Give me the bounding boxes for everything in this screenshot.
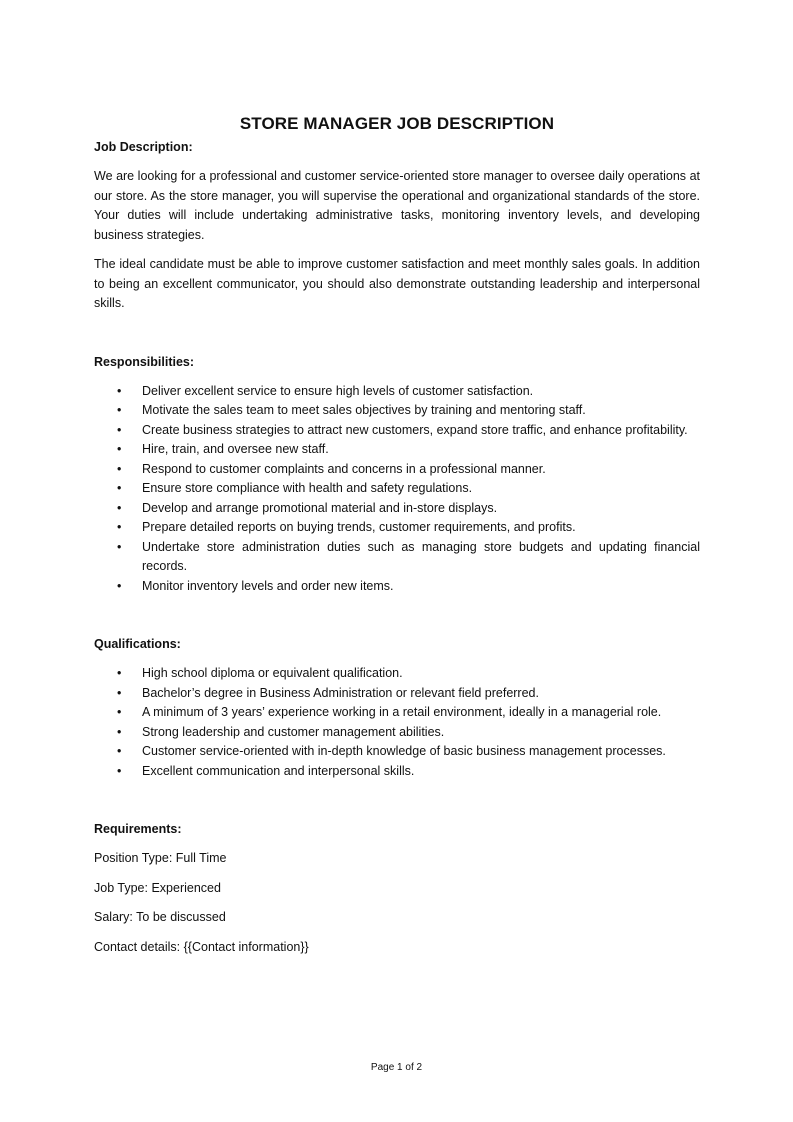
page-number-footer: Page 1 of 2	[370, 1062, 423, 1073]
bullet: •	[117, 666, 122, 680]
list-item-text: Hire, train, and oversee new staff.	[142, 442, 329, 456]
list-item	[94, 421, 700, 441]
qualifications-list	[94, 664, 700, 781]
document-title: STORE MANAGER JOB DESCRIPTION	[239, 114, 555, 133]
job-description-paragraph-2: The ideal candidate must be able to improve customer satisfaction and meet monthly sales goals. In addition to being an excellent communicator, you should also demonstrate outstanding leadership and interpersonal skills.	[94, 257, 700, 310]
list-item	[94, 664, 700, 684]
list-item-text: Respond to customer complaints and concerns in a professional manner.	[142, 461, 546, 476]
list-item-text: Ensure store compliance with health and safety regulations.	[142, 481, 473, 495]
list-item-text: High school diploma or equivalent qualification.	[142, 666, 403, 680]
list-item	[94, 538, 700, 577]
list-item-text: Monitor inventory levels and order new items.	[142, 578, 394, 593]
list-item-text: Deliver excellent service to ensure high levels of customer satisfaction.	[142, 383, 534, 398]
list-item-text: Develop and arrange promotional material and in-store displays.	[142, 500, 498, 515]
job-description-paragraph-1: We are looking for a professional and customer service-oriented store manager to oversee daily operations at our store. As the store manager, you will supervise the operational and organizational standards of the store. Your duties will include undertaking administrative tasks, monitoring inventory levels, and developing business strategies.	[94, 169, 700, 242]
bullet: •	[117, 520, 122, 534]
list-item	[94, 684, 700, 704]
list-item-text: Excellent communication and interpersonal skills.	[142, 763, 415, 778]
bullet: •	[117, 481, 122, 495]
list-item-text: Create business strategies to attract new customers, expand store traffic, and enhance profitability.	[142, 422, 688, 437]
bullet: •	[117, 685, 122, 700]
bullet: •	[117, 744, 122, 758]
job-description-heading: Job Description:	[94, 140, 193, 154]
bullet: •	[117, 705, 122, 719]
responsibilities-list	[94, 382, 700, 597]
list-item-text: Strong leadership and customer management abilities.	[142, 724, 445, 739]
list-item-text: A minimum of 3 years’ experience working in a retail environment, ideally in a managerial role.	[142, 705, 662, 719]
list-item-text: Customer service-oriented with in-depth knowledge of basic business management processes.	[142, 744, 666, 758]
list-item	[94, 723, 700, 743]
bullet: •	[117, 461, 122, 476]
job-type: Job Type: Experienced	[94, 880, 221, 895]
list-item-text: Motivate the sales team to meet sales objectives by training and mentoring staff.	[142, 403, 586, 417]
list-item	[94, 762, 700, 782]
bullet: •	[117, 442, 122, 456]
bullet: •	[117, 500, 122, 515]
list-item	[94, 518, 700, 538]
list-item-text: Undertake store administration duties such as managing store budgets and updating financial records.	[142, 539, 700, 573]
list-item	[94, 382, 700, 402]
qualifications-heading: Qualifications:	[94, 637, 181, 651]
bullet: •	[117, 763, 122, 778]
list-item	[94, 703, 700, 723]
position-type: Position Type: Full Time	[94, 851, 227, 865]
responsibilities-heading: Responsibilities:	[94, 354, 195, 369]
list-item-text: Prepare detailed reports on buying trends, customer requirements, and profits.	[142, 520, 576, 534]
bullet: •	[117, 724, 122, 739]
list-item-text: Bachelor’s degree in Business Administration or relevant field preferred.	[142, 685, 539, 700]
contact-details: Contact details: {{Contact information}}	[94, 939, 309, 954]
bullet: •	[117, 539, 122, 554]
list-item	[94, 577, 700, 597]
list-item	[94, 401, 700, 421]
list-item	[94, 440, 700, 460]
bullet: •	[117, 403, 122, 417]
requirements-heading: Requirements:	[94, 822, 182, 836]
bullet: •	[117, 383, 122, 398]
list-item	[94, 479, 700, 499]
list-item	[94, 499, 700, 519]
bullet: •	[117, 422, 122, 437]
bullet: •	[117, 578, 122, 593]
list-item	[94, 460, 700, 480]
document-page	[94, 112, 700, 957]
salary: Salary: To be discussed	[94, 910, 226, 924]
list-item	[94, 742, 700, 762]
